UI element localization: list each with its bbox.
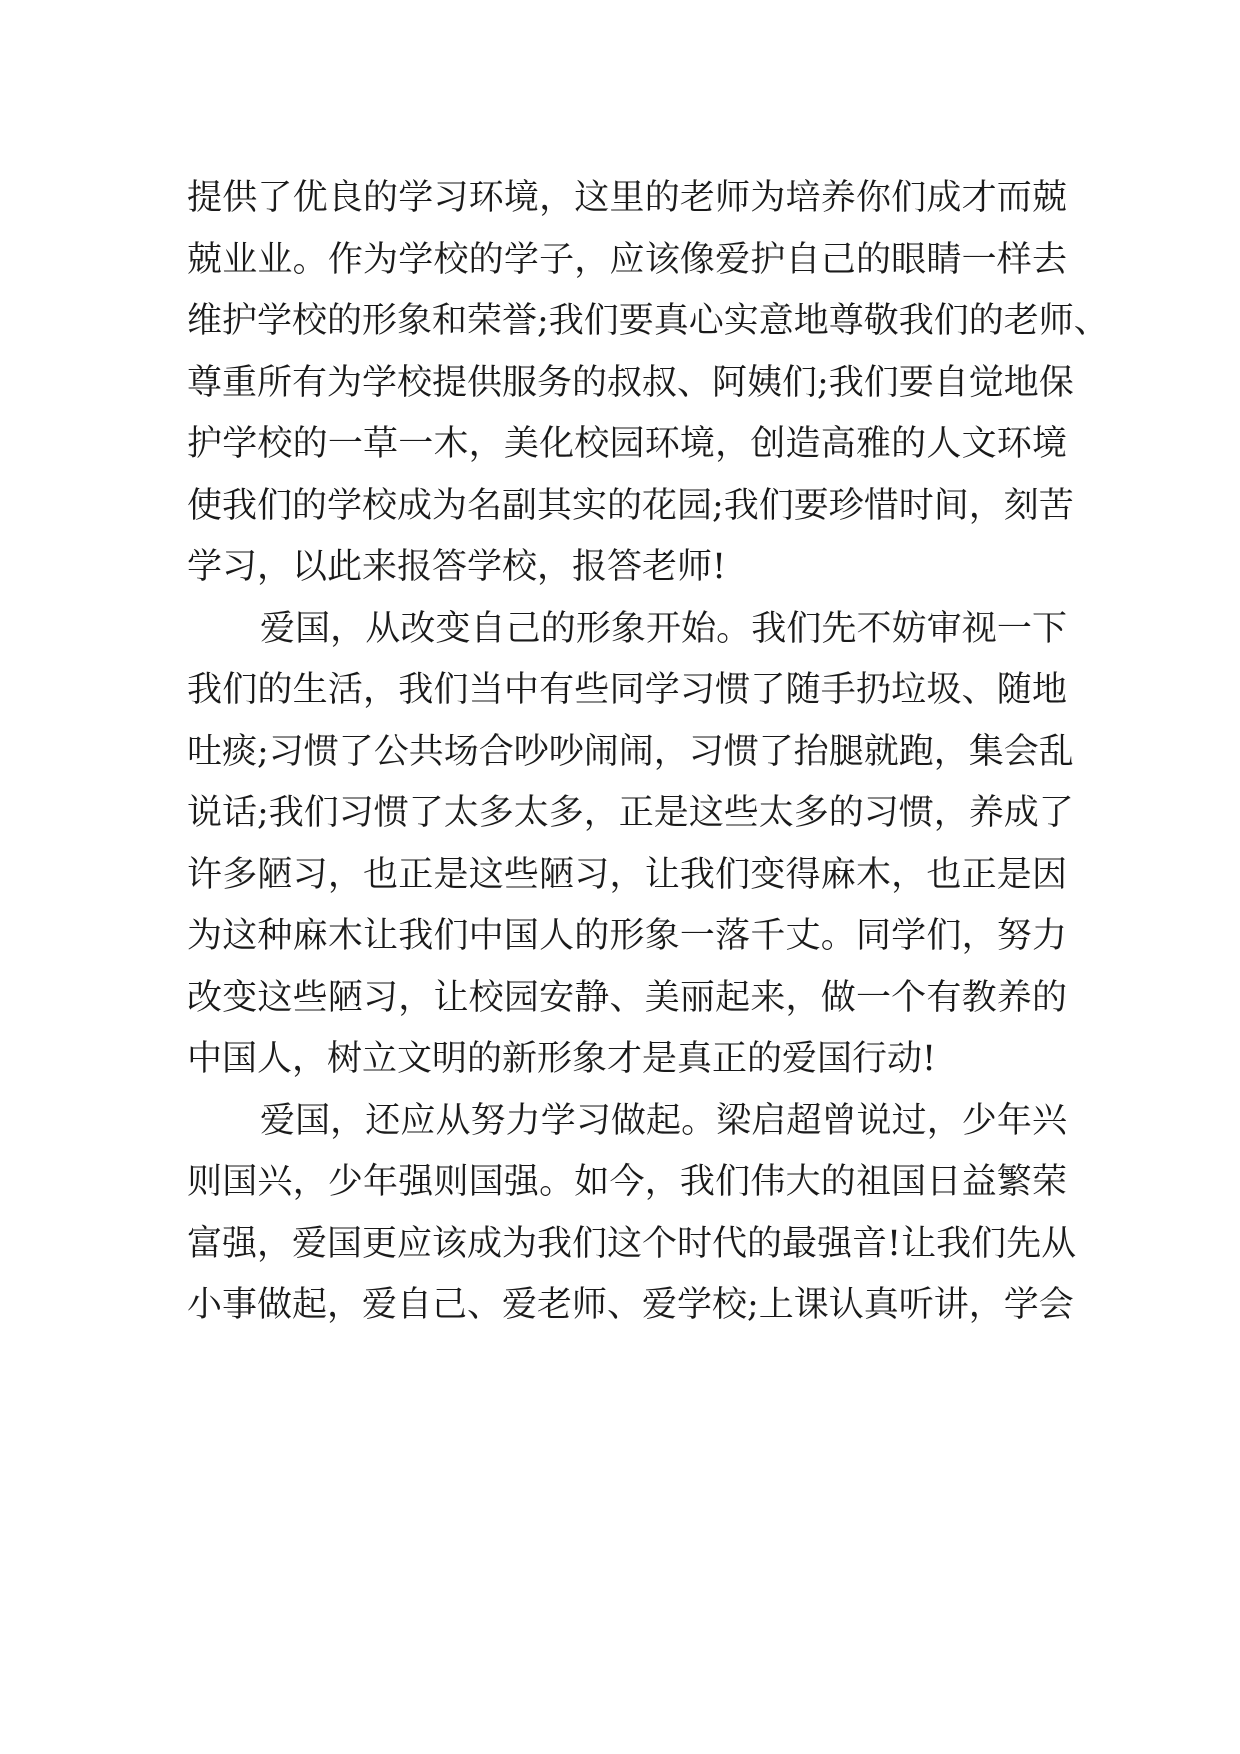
text-line: 维护学校的形象和荣誉;我们要真心实意地尊敬我们的老师、 [187,301,1109,341]
paragraph [187,1091,1077,1337]
text-line: 我们的生活，我们当中有些同学习惯了随手扔垃圾、随地 [187,670,1067,710]
text-line: 富强，爱国更应该成为我们这个时代的最强音!让我们先从 [187,1223,1077,1264]
paragraph [187,168,1109,599]
text-line: 兢业业。作为学校的学子，应该像爱护自己的眼睛一样去 [187,239,1067,280]
document-body [187,168,1109,1337]
text-line: 中国人，树立文明的新形象才是真正的爱国行动! [187,1039,937,1079]
text-line: 说话;我们习惯了太多太多，正是这些太多的习惯，养成了 [187,793,1074,833]
text-line: 爱国，还应从努力学习做起。梁启超曾说过，少年兴 [260,1100,1067,1141]
text-line: 爱国，从改变自己的形象开始。我们先不妨审视一下 [260,608,1067,649]
text-line: 学习，以此来报答学校，报答老师! [187,547,727,587]
text-line: 护学校的一草一木，美化校园环境，创造高雅的人文环境 [187,424,1067,464]
text-line: 则国兴，少年强则国强。如今，我们伟大的祖国日益繁荣 [187,1162,1067,1202]
text-line: 改变这些陋习，让校园安静、美丽起来，做一个有教养的 [187,977,1067,1018]
text-line: 为这种麻木让我们中国人的形象一落千丈。同学们，努力 [187,916,1067,956]
paragraph [187,599,1074,1091]
text-line: 提供了优良的学习环境，这里的老师为培养你们成才而兢 [187,178,1067,218]
text-line: 吐痰;习惯了公共场合吵吵闹闹，习惯了抬腿就跑，集会乱 [187,731,1074,772]
text-line: 许多陋习，也正是这些陋习，让我们变得麻木，也正是因 [187,854,1067,895]
text-line: 小事做起，爱自己、爱老师、爱学校;上课认真听讲，学会 [187,1285,1074,1325]
text-line: 尊重所有为学校提供服务的叔叔、阿姨们;我们要自觉地保 [187,362,1074,403]
text-line: 使我们的学校成为名副其实的花园;我们要珍惜时间，刻苦 [187,485,1074,526]
